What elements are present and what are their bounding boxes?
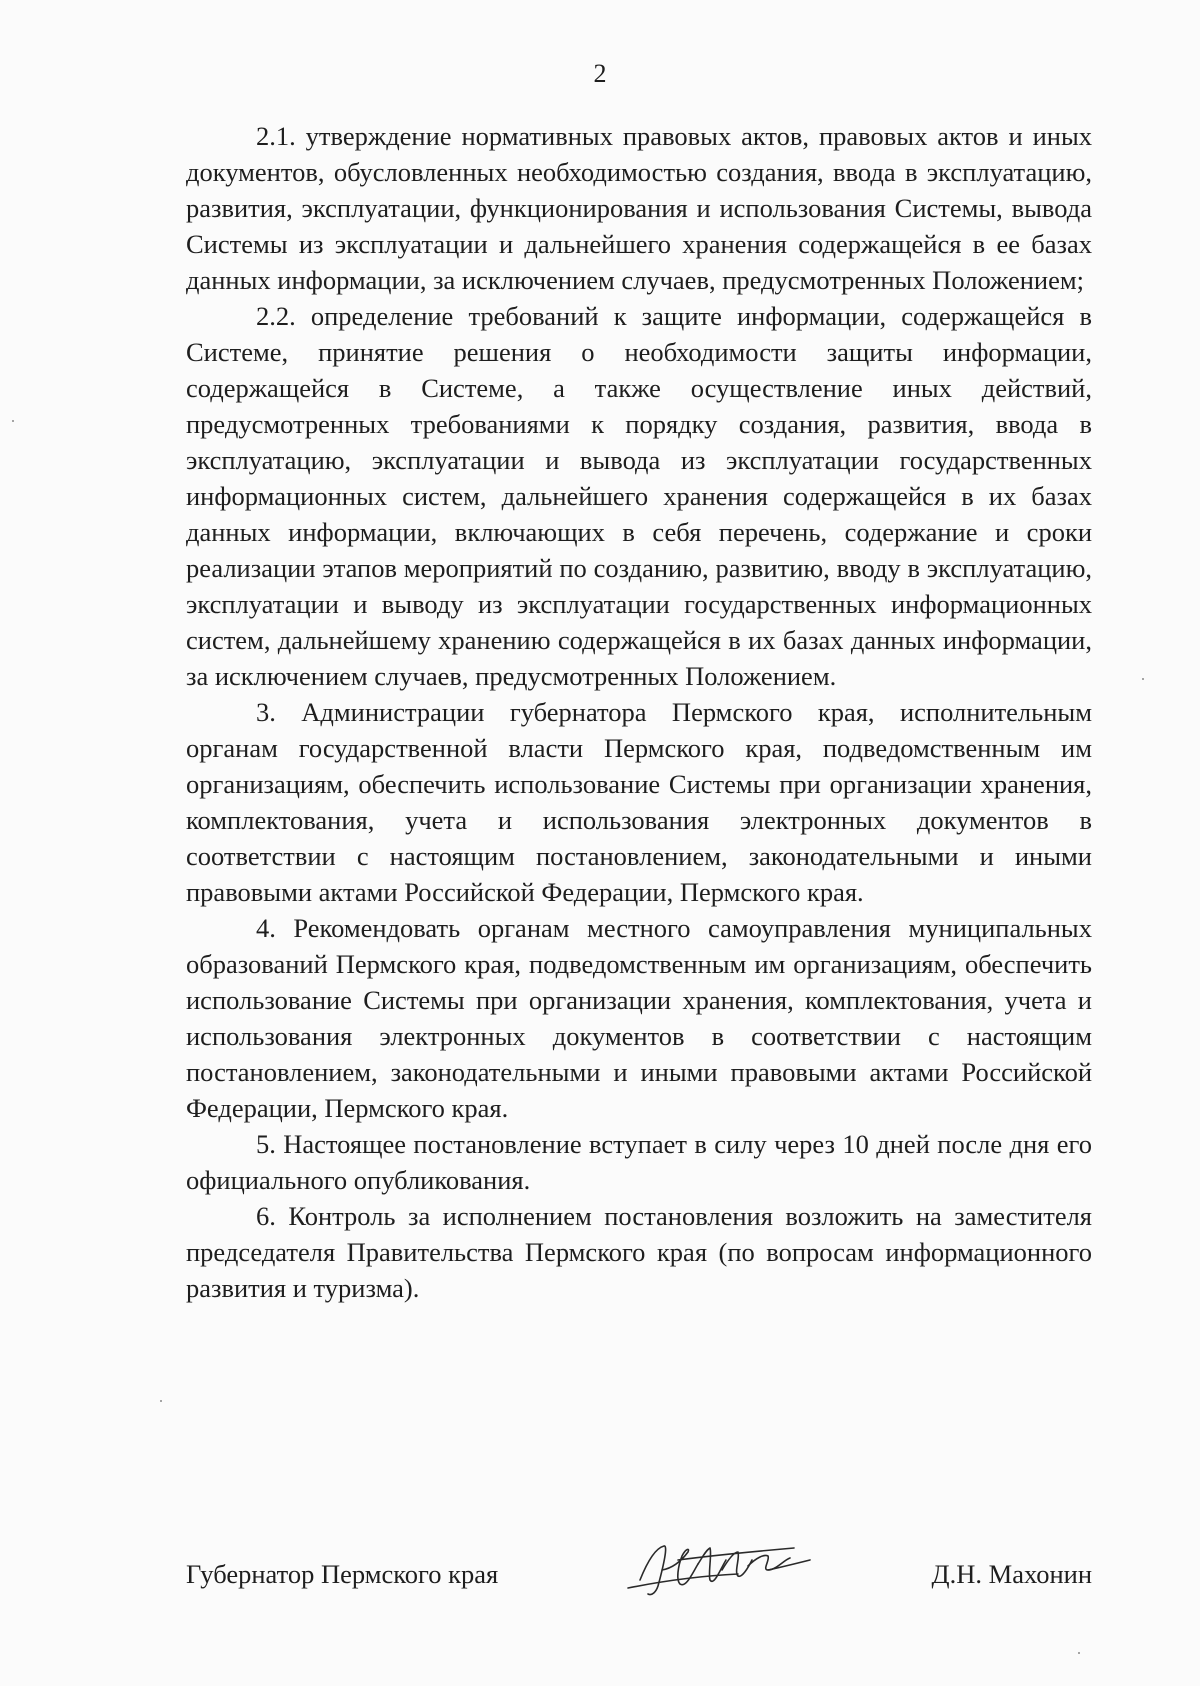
scan-speck <box>1142 678 1144 680</box>
signature-block <box>186 1530 1092 1620</box>
handwritten-signature <box>618 1530 818 1602</box>
page-number: 2 <box>593 59 607 88</box>
document-body <box>186 118 1092 1306</box>
paragraph-6: 6. Контроль за исполнением постановления возложить на заместителя председателя Правительства Пермского края (по вопросам информационного развития и туризма). <box>186 1201 1092 1303</box>
scan-speck <box>1078 1652 1080 1654</box>
paragraph-5: 5. Настоящее постановление вступает в силу через 10 дней после дня его официального опубликования. <box>186 1129 1092 1195</box>
paragraph-4: 4. Рекомендовать органам местного самоуправления муниципальных образований Пермского края, подведомственным им организациям, обеспечить использование Системы при организации хранения, комплектования, учета и использования электронных документов в соответствии с настоящим постановлением, законодательными и иными правовыми актами Российской Федерации, Пермского края. <box>186 913 1092 1123</box>
scan-speck <box>12 420 14 422</box>
paragraph-2-1: 2.1. утверждение нормативных правовых актов, правовых актов и иных документов, обусловленных необходимостью создания, ввода в эксплуатацию, развития, эксплуатации, функционирования и использования Системы, вывода Системы из эксплуатации и дальнейшего хранения содержащейся в ее базах данных информации, за исключением случаев, предусмотренных Положением; <box>186 121 1092 295</box>
signatory-name: Д.Н. Махонин <box>931 1559 1092 1589</box>
paragraph-3: 3. Администрации губернатора Пермского края, исполнительным органам государственной власти Пермского края, подведомственным им организациям, обеспечить использование Системы при организации хранения, комплектования, учета и использования электронных документов в соответствии с настоящим постановлением, законодательными и иными правовыми актами Российской Федерации, Пермского края. <box>186 697 1092 907</box>
paragraph-2-2: 2.2. определение требований к защите информации, содержащейся в Системе, принятие решения о необходимости защиты информации, содержащейся в Системе, а также осуществление иных действий, предусмотренных требованиями к порядку создания, развития, ввода в эксплуатацию, эксплуатации и вывода из эксплуатации государственных информационных систем, дальнейшего хранения содержащейся в их базах данных информации, включающих в себя перечень, содержание и сроки реализации этапов мероприятий по созданию, развитию, вводу в эксплуатацию, эксплуатации и выводу из эксплуатации государственных информационных систем, дальнейшему хранению содержащейся в их базах данных информации, за исключением случаев, предусмотренных Положением. <box>186 301 1092 691</box>
scan-speck <box>160 1400 162 1402</box>
signatory-position: Губернатор Пермского края <box>186 1559 499 1589</box>
